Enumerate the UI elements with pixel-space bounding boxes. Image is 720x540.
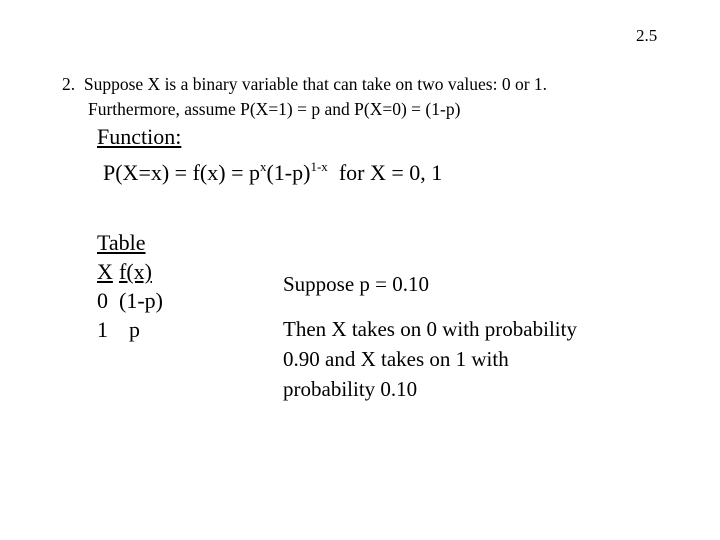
- table-row: [97, 315, 163, 344]
- example-explanation: [283, 314, 577, 404]
- problem-number: 2.: [62, 74, 76, 94]
- formula-mid: (1-p): [266, 160, 311, 185]
- table-cell-x: 0: [97, 288, 108, 313]
- table-header-x: X: [97, 259, 113, 284]
- table-cell-fx: p: [129, 317, 140, 342]
- problem-line-1: [62, 72, 547, 97]
- problem-statement: [62, 72, 547, 122]
- function-heading: Function:: [97, 124, 182, 149]
- problem-text-2: Furthermore, assume P(X=1) = p and P(X=0) = (1-p): [88, 99, 461, 119]
- example-line-1: Then X takes on 0 with probability: [283, 317, 577, 341]
- table-cell-x: 1: [97, 317, 108, 342]
- function-formula: [103, 160, 442, 186]
- example-block: [283, 270, 577, 404]
- table-header-row: [97, 257, 163, 286]
- slide-number: 2.5: [636, 26, 658, 45]
- table-header-fx: f(x): [119, 259, 152, 284]
- table-row: [97, 286, 163, 315]
- example-line-2: 0.90 and X takes on 1 with: [283, 347, 509, 371]
- formula-lhs: P(X=x) = f(x) = p: [103, 160, 260, 185]
- table-title: Table: [97, 230, 146, 255]
- example-suppose: Suppose p = 0.10: [283, 272, 430, 296]
- problem-text-1: Suppose X is a binary variable that can take on two values: 0 or 1.: [83, 74, 548, 94]
- example-line-3: probability 0.10: [283, 377, 418, 401]
- table-cell-fx: (1-p): [119, 288, 163, 313]
- formula-exponent-x: x: [259, 159, 267, 174]
- probability-table: [97, 228, 163, 344]
- formula-exponent-1-x: 1-x: [310, 159, 328, 174]
- formula-rhs: for X = 0, 1: [327, 160, 443, 185]
